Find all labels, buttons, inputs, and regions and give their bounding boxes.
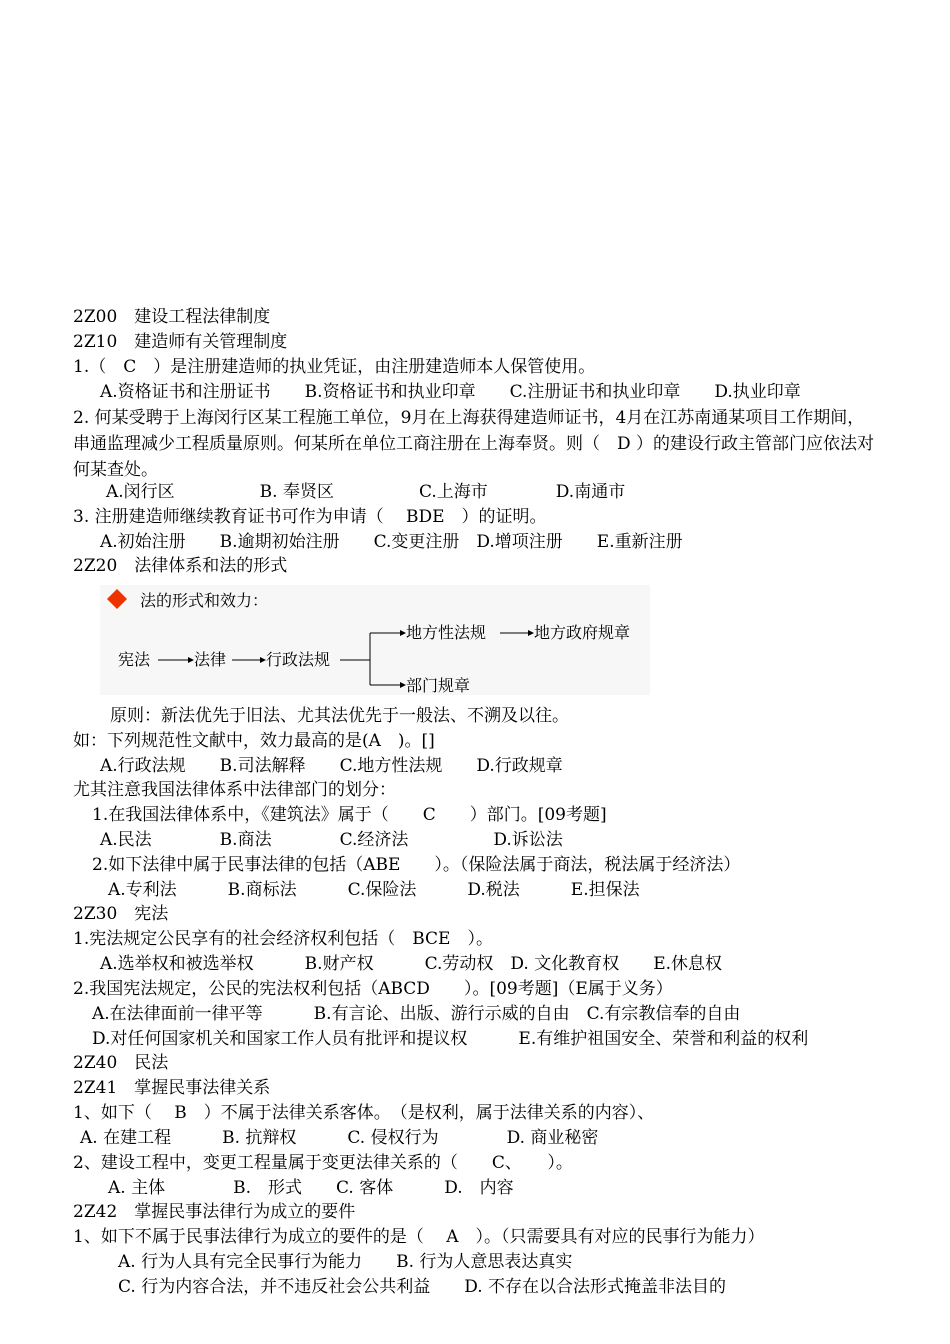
section-heading: 2Z41 掌握民事法律关系 xyxy=(73,1078,271,1098)
node-law: 法律 xyxy=(194,650,227,669)
question-text: 1、如下（ B ）不属于法律关系客体。 （是权利，属于法律关系的内容）、 xyxy=(73,1103,655,1123)
note-text: 尤其注意我国法律体系中法律部门的划分： xyxy=(73,780,396,800)
section-heading: 2Z20 法律体系和法的形式 xyxy=(73,556,288,576)
law-forms-diagram xyxy=(100,585,650,695)
question-text: 2.我国宪法规定，公民的宪法权利包括（ABCD ）。[09考题]（E属于义务） xyxy=(73,979,673,999)
section-heading: 2Z40 民法 xyxy=(73,1053,169,1073)
node-local-gov-rule: 地方政府规章 xyxy=(534,623,631,642)
section-heading: 2Z00 建设工程法律制度 xyxy=(73,307,271,327)
node-dept-rule: 部门规章 xyxy=(406,676,471,695)
answer-options: A. 在建工程 B. 抗辩权 C. 侵权行为 D. 商业秘密 xyxy=(80,1128,599,1148)
node-constitution: 宪法 xyxy=(118,650,151,669)
question-text: 1、如下不属于民事法律行为成立的要件的是（ A ）。（只需要具有对应的民事行为能力） xyxy=(73,1227,765,1247)
question-text: 3. 注册建造师继续教育证书可作为申请（ BDE ）的证明。 xyxy=(73,507,547,527)
question-text: 1.宪法规定公民享有的社会经济权利包括（ BCE ）。 xyxy=(73,929,493,949)
answer-options: A.闵行区 B. 奉贤区 C.上海市 D.南通市 xyxy=(106,482,626,502)
answer-options: A. 主体 B. 形式 C. 客体 D. 内容 xyxy=(108,1178,514,1198)
answer-options: A.资格证书和注册证书 B.资格证书和执业印章 C.注册证书和执业印章 D.执业印章 xyxy=(100,382,801,402)
section-heading: 2Z42 掌握民事法律行为成立的要件 xyxy=(73,1202,356,1222)
answer-options: A.行政法规 B.司法解释 C.地方性法规 D.行政规章 xyxy=(100,756,563,776)
section-heading: 2Z30 宪法 xyxy=(73,904,169,924)
answer-options: A. 行为人具有完全民事行为能力 B. 行为人意思表达真实 xyxy=(118,1252,573,1272)
node-local-regulation: 地方性法规 xyxy=(406,623,487,642)
diamond-bullet-icon xyxy=(107,589,127,609)
principle-text: 原则：新法优先于旧法、尤其法优先于一般法、不溯及以往。 xyxy=(110,706,569,726)
answer-options: A.初始注册 B.逾期初始注册 C.变更注册 D.增项注册 E.重新注册 xyxy=(100,532,683,552)
question-text: 2.如下法律中属于民事法律的包括（ABE ）。（保险法属于商法，税法属于经济法） xyxy=(92,855,741,875)
answer-options: D.对任何国家机关和国家工作人员有批评和提议权 E.有维护祖国安全、荣誉和利益的权利 xyxy=(92,1029,809,1049)
question-text: 2. 何某受聘于上海闵行区某工程施工单位，9月在上海获得建造师证书，4月在江苏南通某项目工作期间，串通监理减少工程质量原则。何某所在单位工商注册在上海奉贤。则（ D ）的建设行政主管部门应依法对何某查处。 xyxy=(73,408,875,480)
answer-options: A.民法 B.商法 C.经济法 D.诉讼法 xyxy=(100,830,563,850)
node-admin-regulation: 行政法规 xyxy=(266,650,331,669)
diagram-title: 法的形式和效力： xyxy=(140,591,269,610)
answer-options: A.专利法 B.商标法 C.保险法 D.税法 E.担保法 xyxy=(108,880,640,900)
answer-options: A.在法律面前一律平等 B.有言论、出版、游行示威的自由 C.有宗教信奉的自由 xyxy=(92,1004,741,1024)
question-text: 1.（ C ）是注册建造师的执业凭证，由注册建造师本人保管使用。 xyxy=(73,357,596,377)
question-text: 如：下列规范性文献中，效力最高的是(A )。[] xyxy=(73,731,435,751)
answer-options: A.选举权和被选举权 B.财产权 C.劳动权 D. 文化教育权 E.休息权 xyxy=(100,954,723,974)
question-text: 1.在我国法律体系中，《建筑法》属于（ C ）部门。[09考题] xyxy=(92,805,607,825)
answer-options: C. 行为内容合法，并不违反社会公共利益 D. 不存在以合法形式掩盖非法目的 xyxy=(118,1277,727,1297)
question-text: 2、建设工程中，变更工程量属于变更法律关系的（ C、 ）。 xyxy=(73,1153,573,1173)
section-heading: 2Z10 建造师有关管理制度 xyxy=(73,332,288,352)
